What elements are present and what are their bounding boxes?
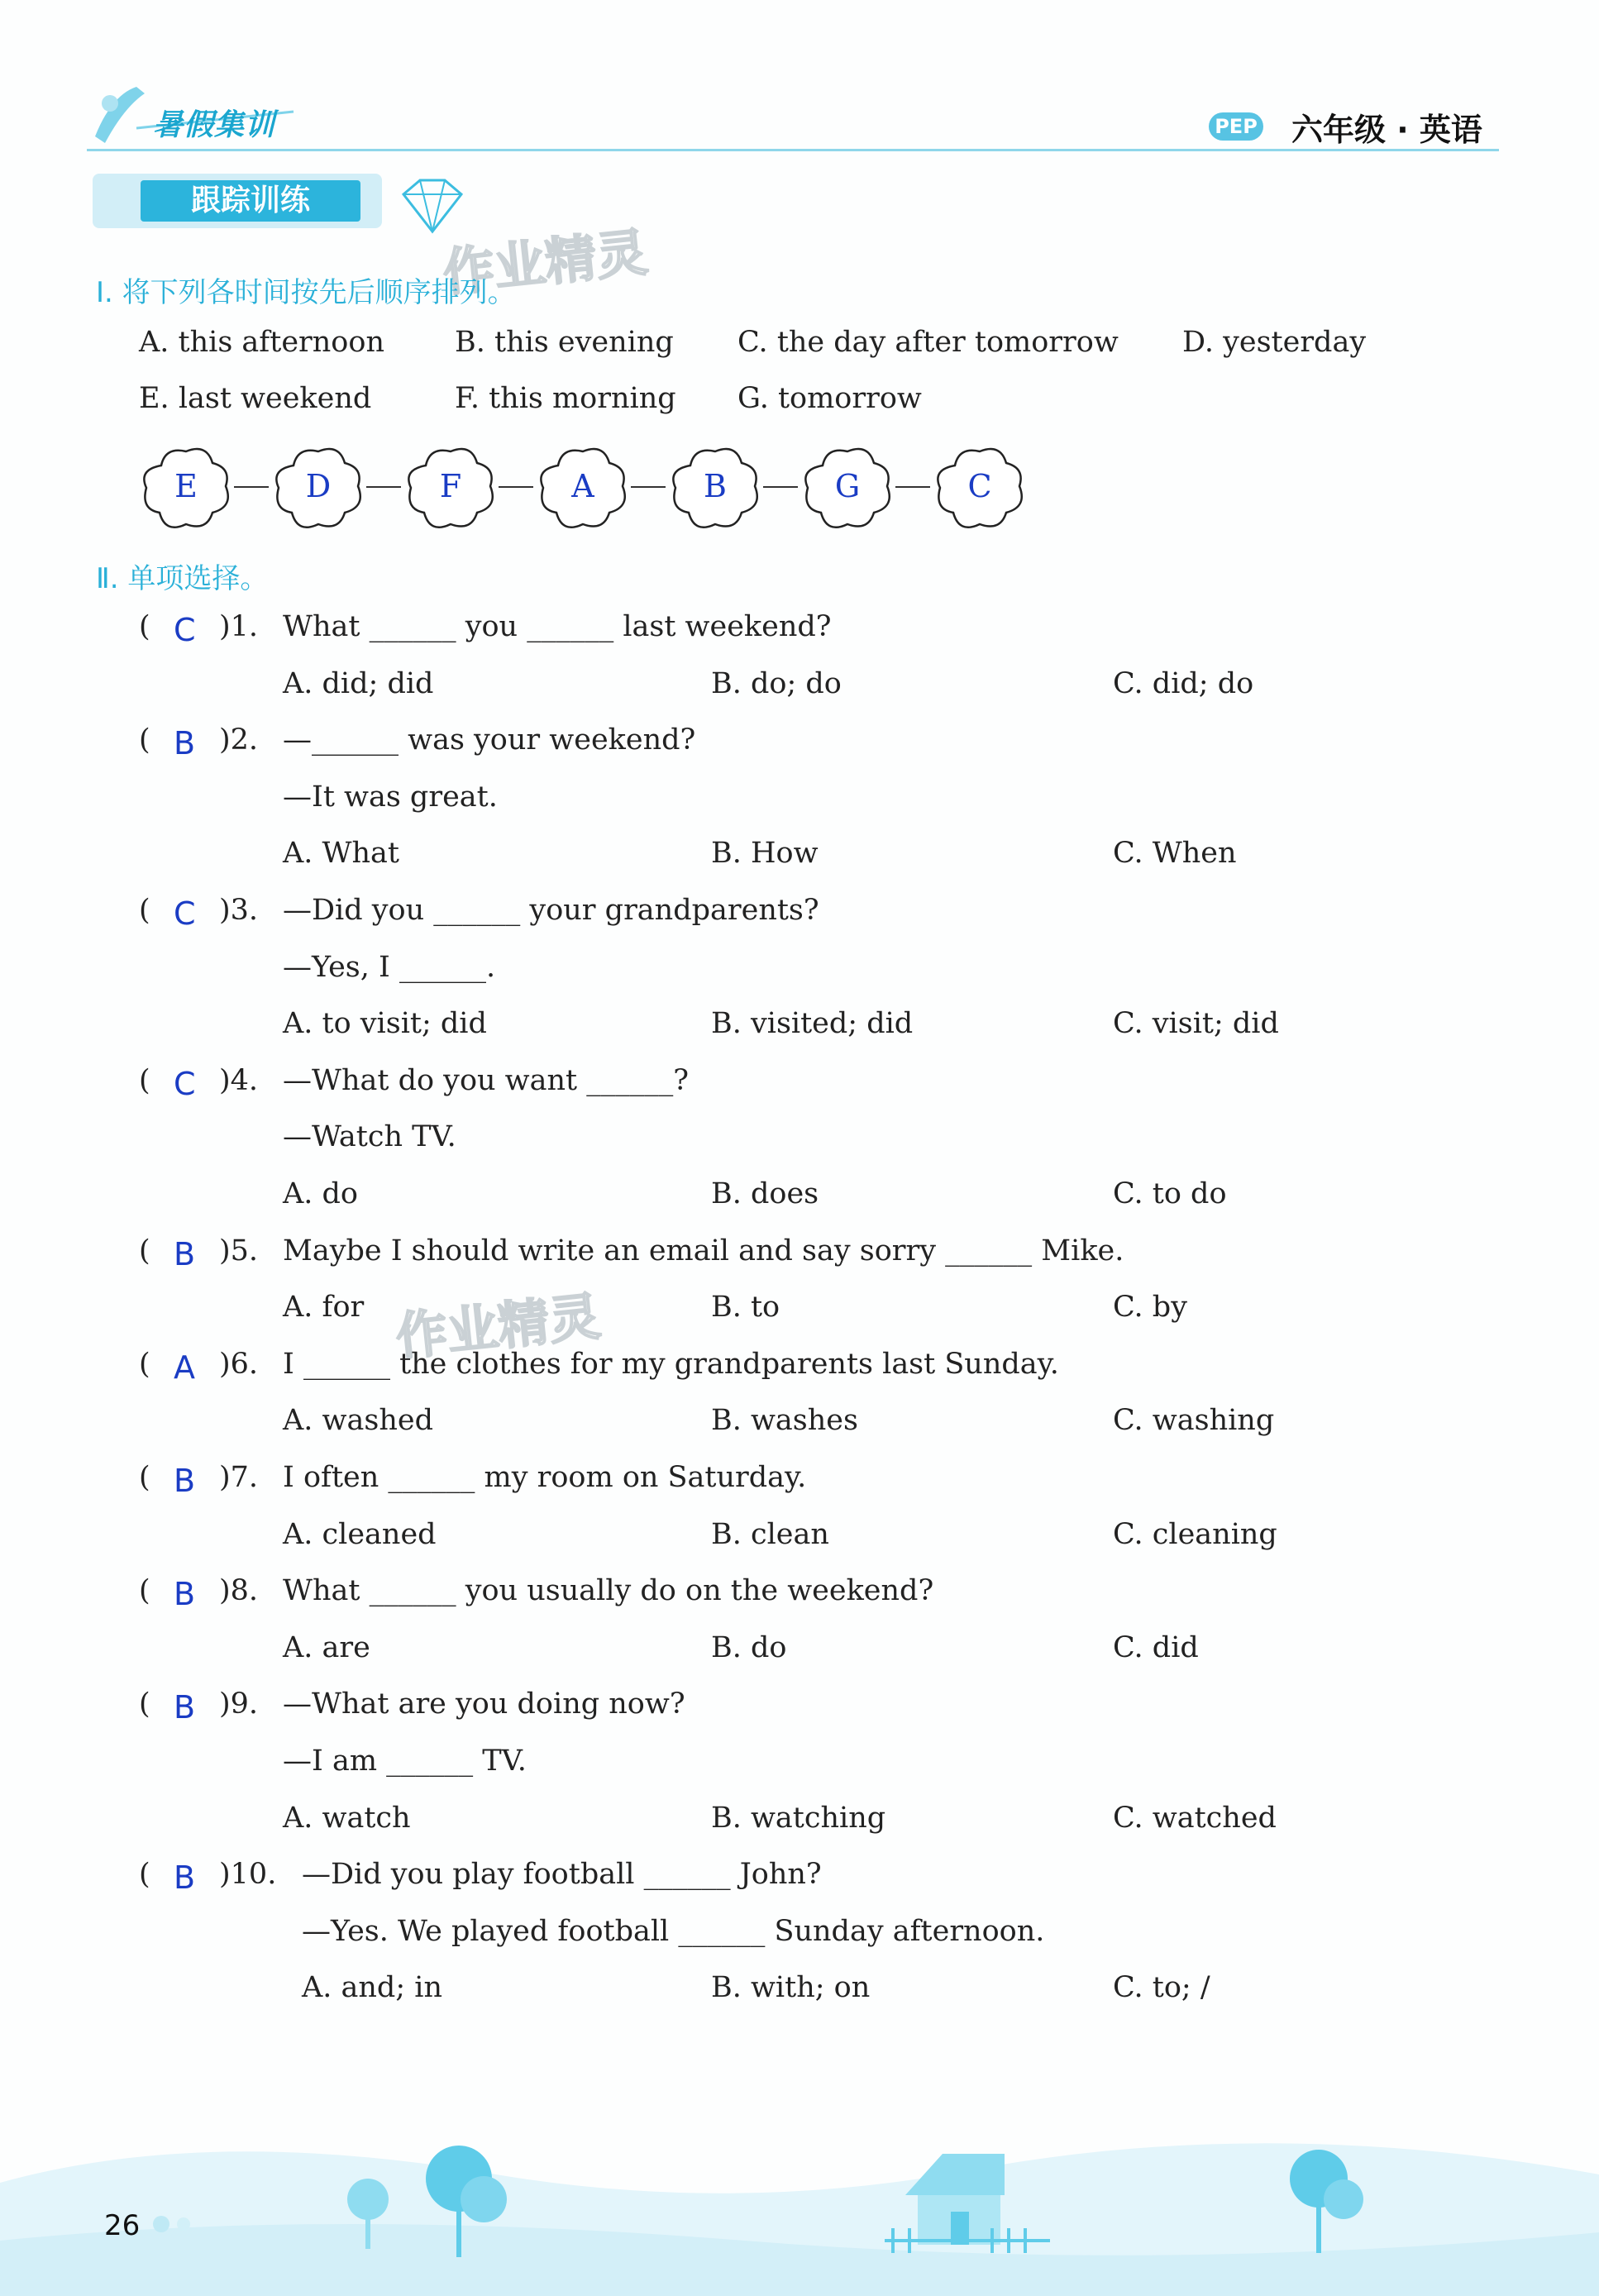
choice-c: C. by	[1113, 1291, 1187, 1325]
answer-cloud	[533, 437, 632, 536]
choice-b: B. watching	[711, 1801, 886, 1835]
footer-landscape	[0, 2117, 1599, 2296]
answer-letter: C	[174, 612, 196, 648]
choice-a: A. What	[283, 837, 399, 871]
choice-a: A. to visit; did	[283, 1007, 487, 1041]
answer-paren: (	[139, 1574, 150, 1608]
chain-connector	[631, 486, 666, 488]
pep-badge: PEP	[1209, 112, 1263, 141]
order-letter: E	[174, 468, 198, 504]
answer-paren: (	[139, 1063, 150, 1097]
question-text: What ______ you usually do on the weekend?	[283, 1574, 934, 1608]
choice-c: C. did	[1113, 1630, 1199, 1664]
summer-training-logo	[87, 79, 302, 153]
order-letter: G	[834, 468, 861, 504]
answer-letter: C	[174, 1065, 196, 1102]
chain-connector	[499, 486, 533, 488]
question-text: —Watch TV.	[283, 1120, 456, 1154]
watermark: 作业精灵	[440, 222, 651, 303]
answer-letter: B	[174, 1463, 196, 1499]
dot-icon	[153, 2216, 169, 2232]
question-text: —Did you ______ your grandparents?	[283, 894, 819, 927]
option-f: F. this morning	[455, 382, 676, 415]
answer-paren: (	[139, 1858, 150, 1892]
order-letter: A	[571, 468, 594, 504]
question-text: —Yes, I ______.	[283, 950, 496, 984]
page-number: 26	[104, 2209, 141, 2242]
choice-a: A. washed	[283, 1404, 433, 1438]
question-number: )2.	[219, 723, 259, 757]
choice-b: B. washes	[711, 1404, 858, 1438]
answer-paren: (	[139, 723, 150, 757]
question-text: —Did you play football ______ John?	[302, 1858, 822, 1892]
order-letter: F	[439, 468, 462, 504]
question-number: )8.	[219, 1574, 259, 1608]
option-g: G. tomorrow	[737, 382, 922, 415]
chain-connector	[895, 486, 930, 488]
answer-letter: B	[174, 1689, 196, 1726]
choice-a: A. watch	[283, 1801, 411, 1835]
header-divider	[87, 149, 1499, 151]
answer-letter: B	[174, 725, 196, 762]
answer-cloud	[666, 437, 765, 536]
grade-subject-title: 六年级 · 英语	[1291, 112, 1482, 148]
option-c: C. the day after tomorrow	[737, 326, 1119, 359]
answer-paren: (	[139, 610, 150, 643]
answer-paren: (	[139, 1234, 150, 1267]
option-e: E. last weekend	[139, 382, 372, 415]
answer-letter: B	[174, 1576, 196, 1613]
choice-c: C. washing	[1113, 1404, 1275, 1438]
choice-b: B. How	[711, 837, 819, 871]
choice-b: B. to	[711, 1291, 780, 1325]
question-text: —______ was your weekend?	[283, 723, 696, 757]
question-number: )7.	[219, 1461, 259, 1494]
answer-paren: (	[139, 1347, 150, 1381]
house-icon	[905, 2154, 1005, 2245]
answer-letter: A	[174, 1348, 195, 1386]
banner-label: 跟踪训练	[141, 180, 360, 222]
question-number: )6.	[219, 1347, 259, 1381]
question-number: )3.	[219, 894, 259, 927]
question-number: )4.	[219, 1063, 259, 1097]
choice-a: A. cleaned	[283, 1517, 437, 1551]
question-text: —What are you doing now?	[283, 1687, 685, 1721]
choice-b: B. clean	[711, 1517, 829, 1551]
answer-cloud	[930, 437, 1029, 536]
question-number: )5.	[219, 1234, 259, 1267]
option-d: D. yesterday	[1182, 326, 1367, 359]
order-letter: C	[967, 468, 992, 504]
question-number: )9.	[219, 1687, 259, 1721]
choice-a: A. and; in	[302, 1971, 442, 2005]
answer-cloud	[136, 437, 236, 536]
choice-c: C. visit; did	[1113, 1007, 1279, 1041]
chain-connector	[234, 486, 269, 488]
question-text: —I am ______ TV.	[283, 1745, 527, 1778]
option-a: A. this afternoon	[139, 326, 384, 359]
choice-b: B. with; on	[711, 1971, 871, 2005]
choice-c: C. to; /	[1113, 1971, 1210, 2005]
answer-paren: (	[139, 1461, 150, 1494]
choice-b: B. do	[711, 1630, 787, 1664]
answer-cloud	[798, 437, 897, 536]
order-chain	[136, 437, 1029, 540]
question-text: —What do you want ______?	[283, 1063, 690, 1097]
question-number: )10.	[219, 1858, 277, 1892]
choice-b: B. visited; did	[711, 1007, 914, 1041]
dot-icon	[177, 2217, 190, 2231]
choice-c: C. to do	[1113, 1177, 1227, 1210]
choice-b: B. do; do	[711, 666, 842, 700]
choice-a: A. for	[283, 1291, 365, 1325]
answer-letter: B	[174, 1859, 196, 1897]
choice-a: A. do	[283, 1177, 359, 1210]
question-text: —It was great.	[283, 780, 498, 814]
answer-letter: B	[174, 1235, 196, 1272]
section-1-heading: Ⅰ. 将下列各时间按先后顺序排列。	[96, 276, 516, 309]
logo-text: 暑假集训	[153, 108, 276, 142]
watermark: 作业精灵	[393, 1286, 604, 1368]
choice-c: C. watched	[1113, 1801, 1277, 1835]
section-banner	[93, 174, 382, 228]
answer-cloud	[269, 437, 368, 536]
choice-c: C. did; do	[1113, 666, 1254, 700]
question-text: I often ______ my room on Saturday.	[283, 1461, 807, 1494]
choice-a: A. did; did	[283, 666, 434, 700]
choice-c: C. When	[1113, 837, 1237, 871]
order-letter: D	[305, 468, 332, 504]
answer-paren: (	[139, 894, 150, 927]
answer-cloud	[401, 437, 500, 536]
answer-letter: C	[174, 895, 196, 932]
option-b: B. this evening	[455, 326, 674, 359]
chain-connector	[366, 486, 401, 488]
choice-a: A. are	[283, 1630, 370, 1664]
answer-paren: (	[139, 1687, 150, 1721]
order-letter: B	[704, 468, 727, 504]
choice-b: B. does	[711, 1177, 819, 1210]
question-text: Maybe I should write an email and say sorry ______ Mike.	[283, 1234, 1124, 1267]
question-text: —Yes. We played football ______ Sunday afternoon.	[302, 1914, 1045, 1948]
chain-connector	[763, 486, 798, 488]
question-text: What ______ you ______ last weekend?	[283, 610, 832, 643]
choice-c: C. cleaning	[1113, 1517, 1277, 1551]
question-number: )1.	[219, 610, 259, 643]
section-2-heading: Ⅱ. 单项选择。	[96, 562, 269, 595]
question-text: I ______ the clothes for my grandparents last Sunday.	[283, 1347, 1059, 1381]
